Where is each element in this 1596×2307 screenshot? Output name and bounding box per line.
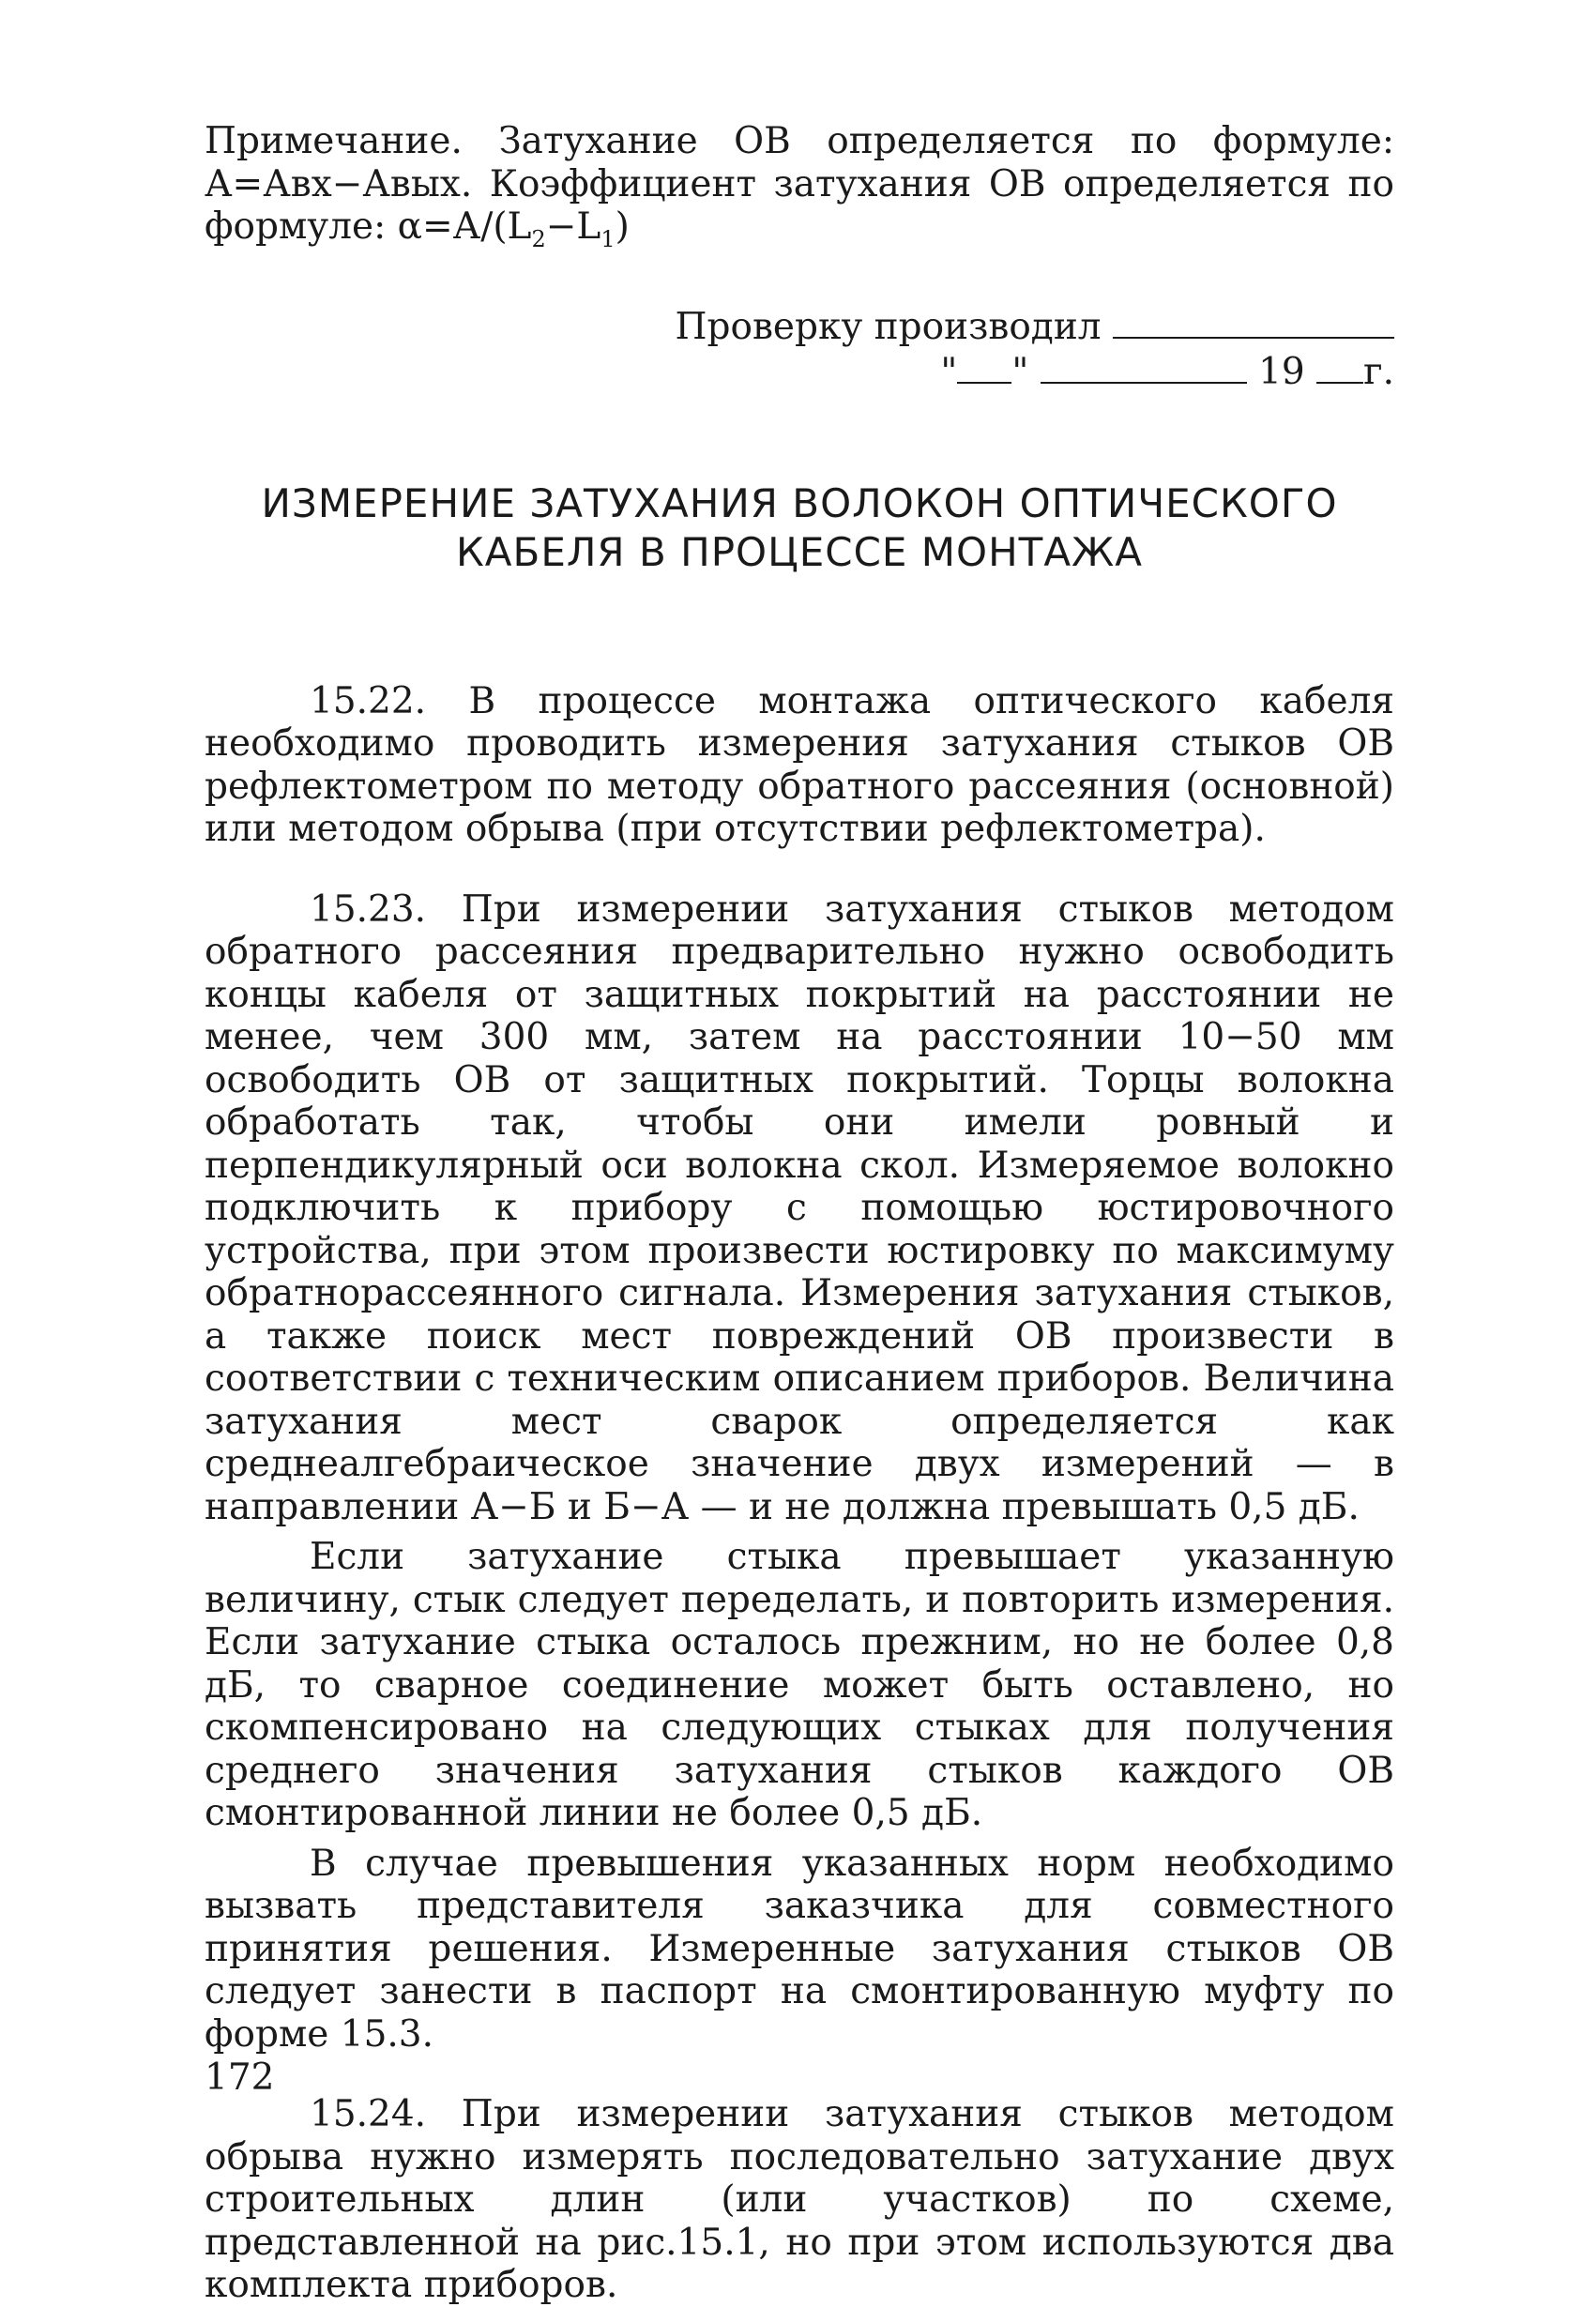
quote-close: " [1011,350,1029,393]
paragraph-15-23-c: В случае превышения указанных норм необходимо вызвать представителя заказчика для совместного принятия решения. Измеренные затухания стыков ОВ следует занести в паспорт на смонтированную муфту по форме 15.3. [205,1842,1394,2056]
day-blank [957,357,1011,384]
signature-blank [1113,312,1394,339]
document-page [205,120,1394,2307]
paragraph-15-23-b: Если затухание стыка превышает указанную величину, стык следует переделать, и повторить измерения. Если затухание стыка осталось прежним, но не более 0,8 дБ, то сварное соединение может быть оставлено, но скомпенсировано на следующих стыках для получения среднего значения затухания стыков каждого ОВ смонтированной линии не более 0,5 дБ. [205,1536,1394,1834]
heading-line-1: ИЗМЕРЕНИЕ ЗАТУХАНИЯ ВОЛОКОН ОПТИЧЕСКОГО [261,479,1338,526]
year-suffix: г. [1363,350,1394,393]
note-text: Примечание. Затухание ОВ определяется по формуле: А=Авх−Авых. Коэффициент затухания ОВ определяется по формуле: α=А/(L [205,120,1394,248]
checked-by-line [205,305,1394,350]
subscript-2: 2 [531,225,546,252]
note-paragraph [205,120,1394,252]
note-text-close: ) [615,205,630,248]
month-blank [1041,357,1247,384]
year-prefix: 19 [1258,350,1305,393]
subscript-1: 1 [600,225,616,252]
page-number: 172 [205,2057,275,2099]
paragraph-15-24: 15.24. При измерении затухания стыков методом обрыва нужно измерять последовательно затухание двух строительных длин (или участков) по схеме, представленной на рис.15.1, но при этом используются два комплекта приборов. [205,2093,1394,2306]
section-heading [205,479,1394,577]
signature-block [205,305,1394,395]
date-line [205,350,1394,395]
checked-by-label: Проверку производил [675,305,1102,348]
heading-line-2: КАБЕЛЯ В ПРОЦЕССЕ МОНТАЖА [455,528,1144,575]
note-text-minus: −L [545,205,601,248]
paragraph-15-23: 15.23. При измерении затухания стыков методом обратного рассеяния предварительно нужно освободить концы кабеля от защитных покрытий на расстоянии не менее, чем 300 мм, затем на расстоянии 10−50 мм освободить ОВ от защитных покрытий. Торцы волокна обработать так, чтобы они имели ровный и перпендикулярный оси волокна скол. Измеряемое волокно подключить к прибору с помощью юстировочного устройства, при этом произвести юстировку по максимуму обратнорассеянного сигнала. Измерения затухания стыков, а также поиск мест повреждений ОВ произвести в соответствии с техническим описанием приборов. Величина затухания мест сварок определяется как среднеалгебраическое значение двух измерений — в направлении А−Б и Б−А — и не должна превышать 0,5 дБ. [205,888,1394,1528]
paragraph-15-22: 15.22. В процессе монтажа оптического кабеля необходимо проводить измерения затухания стыков ОВ рефлектометром по методу обратного рассеяния (основной) или методом обрыва (при отсутствии рефлектометра). [205,679,1394,850]
year-blank [1316,357,1363,384]
quote-open: " [940,350,958,393]
